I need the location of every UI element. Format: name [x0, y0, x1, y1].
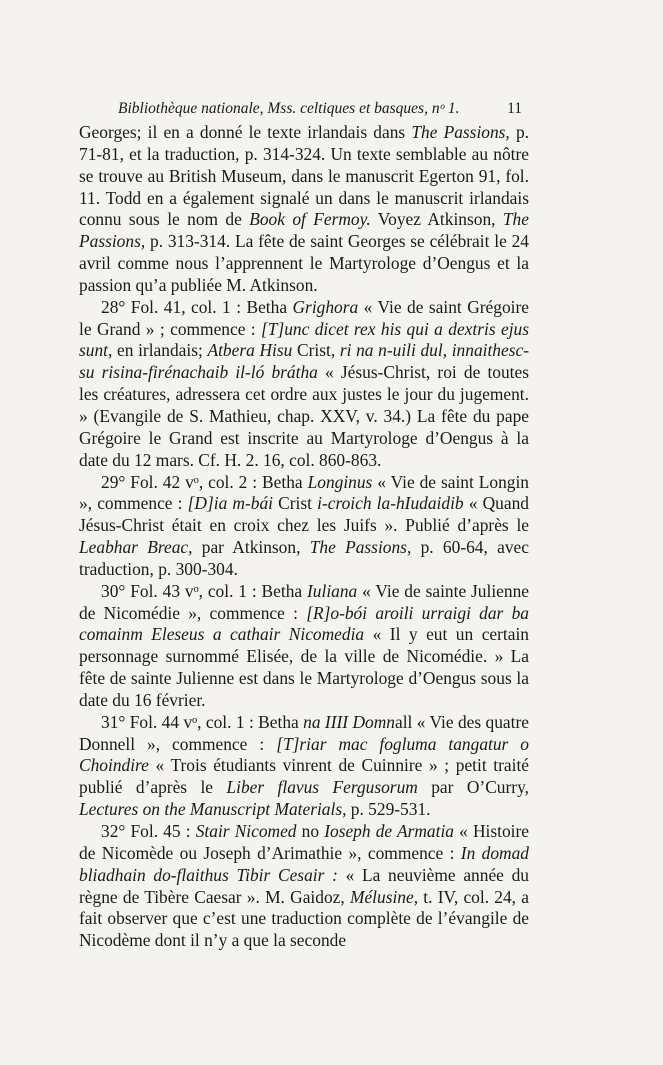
italic-run: Iuliana — [307, 580, 358, 601]
text-run: t. IV, col. 24, a fait observer que c’est une traduction complète de l’évangile de Nicodème dont il n’y a que la seconde — [79, 886, 529, 951]
italic-run: ri na n-uili dul, innaithesc-su risina-firénachaib il-ló brátha — [79, 340, 529, 383]
paragraph-5 — [79, 712, 529, 821]
italic-run: [T]riar mac fogluma tangatur o Choindire — [79, 733, 529, 776]
text-run: all « Vie des quatre Donnell », commence : — [79, 711, 529, 754]
text-run: « Quand Jésus-Christ était en croix chez les Juifs ». Publié d’après le — [79, 493, 529, 536]
text-run: 31° Fol. 44 vᵒ, col. 1 : Betha — [101, 711, 304, 732]
italic-run: Book of Fermoy. — [249, 209, 371, 230]
text-run: p. 529-531. — [346, 799, 431, 820]
text-run: « Histoire de Nicomède ou Joseph d’Arimathie », commence : — [79, 821, 529, 863]
text-run: « Trois étudiants vinrent de Cuinnire » ; petit traité publié d’après le — [79, 755, 529, 798]
running-header — [118, 98, 522, 120]
text-run: 32° Fol. 45 : — [101, 821, 196, 841]
italic-run: The Passions, — [411, 122, 510, 142]
italic-run: Stair Nicomed — [195, 821, 297, 841]
italic-run: Leabhar Breac, — [79, 537, 193, 558]
text-run: no — [296, 821, 325, 841]
text-run: Voyez Atkinson, — [370, 209, 503, 230]
text-run: « Vie de saint Longin », commence : — [79, 471, 529, 514]
italic-run: Mélusine, — [349, 886, 419, 907]
text-run: p. 71-81, et la traduction, p. 314-324. Un texte semblable au nôtre se trouve au British Museum, dans le manuscrit Egerton 91, fol. 11. Todd en a également signalé un dans le manuscrit irlandais connu sous le nom de — [79, 122, 530, 230]
text-run: 28° Fol. 41, col. 1 : Betha — [101, 296, 293, 317]
running-title: Bibliothèque nationale, Mss. celtiques et basques, nᵒ 1. — [118, 100, 460, 117]
text-run: Crist, — [292, 340, 340, 361]
text-run: « Il y eut un certain personnage surnommé Elisée, de la ville de Nicomédie. » La fête de sainte Julienne est dans le Martyrologe d’Oengus sous la date du 16 février. — [79, 624, 529, 710]
text-run: « Vie de saint Grégoire le Grand » ; commence : — [79, 296, 529, 339]
italic-run: The Passions, — [309, 537, 412, 558]
italic-run: Liber flavus Fergusorum — [226, 777, 418, 798]
text-run: Crist — [272, 493, 318, 514]
italic-run: [R]o-bói aroili urraigi dar ba comainm Eleseus a cathair Nicomedia — [79, 602, 529, 645]
italic-run: In domad bliadhain do-flaithus Tibir Cesair : — [79, 842, 529, 885]
text-run: « Jésus-Christ, roi de toutes les créatures, adressera cet ordre aux justes le jour du jugement. » (Evangile de S. Mathieu, chap. XXV, v. 34.) La fête du pape Grégoire le Grand est inscrite au Martyrologe d’Oengus à la date du 12 mars. Cf. H. 2. 16, col. 860-863. — [79, 362, 529, 470]
paragraph-2 — [79, 297, 529, 472]
text-run: « Vie de sainte Julienne de Nicomédie », commence : — [79, 580, 529, 623]
text-run: 30° Fol. 43 vᵒ, col. 1 : Betha — [101, 580, 307, 601]
paragraph-6 — [79, 821, 529, 952]
italic-run: Lectures on the Manuscript Materials, — [79, 799, 347, 820]
text-run: par O’Curry, — [417, 777, 529, 798]
text-run: en irlandais; — [112, 340, 208, 361]
paragraph-3 — [79, 472, 529, 581]
text-run: p. 60-64, avec traduction, p. 300-304. — [79, 537, 529, 579]
italic-run: Atbera Hisu — [207, 340, 293, 361]
italic-run: [T]unc dicet rex his qui a dextris ejus sunt, — [79, 318, 529, 361]
italic-run: The Passions, — [79, 209, 529, 252]
paragraph-4 — [79, 581, 529, 712]
text-body — [79, 122, 529, 952]
italic-run: [D]ia m-bái — [187, 493, 273, 514]
text-run: Georges; il en a donné le texte irlandais dans — [79, 122, 412, 142]
page-number: 11 — [507, 100, 522, 117]
paragraph-1 — [79, 122, 529, 297]
italic-run: i-croich la-hIudaidib — [317, 493, 464, 514]
italic-run: Ioseph de Armatia — [324, 821, 454, 841]
text-run: 29° Fol. 42 vᵒ, col. 2 : Betha — [101, 471, 308, 492]
text-run: p. 313-314. La fête de saint Georges se célébrait le 24 avril comme nous l’apprennent le Martyrologe d’Oengus et la passion qu’a publiée M. Atkinson. — [79, 231, 529, 295]
italic-run: Longinus — [307, 471, 373, 492]
italic-run: Grighora — [292, 296, 359, 317]
italic-run: na IIII Domn — [303, 711, 395, 732]
text-run: « La neuvième année du règne de Tibère Caesar ». M. Gaidoz, — [79, 864, 529, 907]
text-run: par Atkinson, — [192, 537, 310, 558]
